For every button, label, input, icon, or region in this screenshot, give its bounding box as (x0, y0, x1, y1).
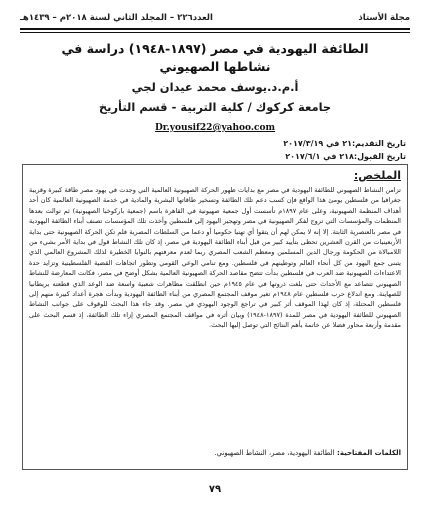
page-number: ٧٩ (208, 484, 222, 495)
running-header (20, 10, 410, 26)
header-rule (20, 28, 410, 33)
acceptance-date: تاريخ القبول:٢١٨ في ٢٠١٧/٦/١ (285, 152, 406, 161)
keywords-label: الكلمات المفتاحية: (337, 449, 401, 457)
abstract-heading: الملخص: (353, 169, 401, 182)
article-dates (176, 137, 406, 163)
article-title: الطائفة اليهودية في مصر (١٨٩٧-١٩٤٨) دراسة في نشاطها الصهيوني (61, 41, 369, 74)
issue-info: العدد٢٢٦ – المجلد الثاني لسنة ٢٠١٨م – ١٤٣٩هـ (20, 13, 213, 23)
abstract-body: تزامن النشاط الصهيوني للطائفة اليهودية في مصر مع بدايات ظهور الحركة الصهيونية العالمية التي وجدت في يهود مصر طاقة كبيرة وقريبة جغرافيا من فلسطين يومئ هذا الواقع فإن كسب دعم تلك الطائفة وتسخير طاقاتها البشرية والمادية في خدمة الصهيونية العالمية كان أحد أهداف المنظمة الصهيونية، وعلى عام ١٨٩٧م تأسست أول جمعية صهيونية في القاهرة باسم (جمعية باركوخبا الصهيونية) ثم توالت بعدها المنظمات والمؤسسات التي تروج لفكر الصهيونية في مصر وتهجير اليهود إلى فلسطين وأخذت تلك المؤسسات تصنف أبناء الطائفة اليهودية في مصر بالعنصرية الثابتة. إلا إنه لا يمكن لهم أن يتقوا أي تهنيا حكوميا أو دعما من السلطات المصرية فلم تكن الحركة الصهيونية حتى بداية الأربعينيات من القرن العشرين تحظى بتأييد كبير من قبل أبناء الطائفة اليهودية في مصر، إذ كان تلك النشاط قول في بداية الأمر بشيء من اللامبالاة من الحكومة ورجال الدين المسلمين ومعظم الشعب المصري ربما لعدم معرفتهم بالنوايا الخطيرة لذلك المشروع العالمي الذي يتبنى جمع اليهود من كل أنحاء العالم وتوطينهم في فلسطين. ومع تنامي الوعي القومي وتطور اتجاهات القضية الفلسطينية وتزايد حدة الاعتداءات الصهيونية ضد العرب في فلسطين بدأت تتضح مقاصد الحركة الصهيونية العالمية بشكل أوضح في مصر، فكانت المعارضة للنشاط الصهيوني تتصاعد مع الأحداث حتى بلغت ذروتها في عام ١٩٤٥م حين انطلقت مظاهرات شعبية واسعة ضد الوعد الذي قطعته بريطانيا للصهاينة. ومع اندلاع حرب فلسطين عام ١٩٤٨م تغير موقف المجتمع المصري من أبناء الطائفة اليهودية وبدأت هجرة أعداد كبيرة منهم إلى فلسطين المحتلة، إذ كان لهذا الموقف أثر كبير في تراجع الوجود اليهودي في مصر. وقد جاء هذا البحث للوقوف على جوانب النشاط الصهيوني للطائفة اليهودية في مصر للمدة (١٨٩٧-١٩٤٨) وبيان أثره في مواقف المجتمع المصري إزاء تلك الطائفة، إذ قسم البحث على مقدمة وأربعة محاور فضلا عن خاتمة بأهم النتائج التي توصل إليها البحث. (29, 186, 401, 330)
keywords (29, 449, 401, 457)
author-name: أ.م.د.يوسف محمد عيدان لجي (131, 80, 299, 94)
author-email[interactable]: Dr.yousif22@yahoo.com (154, 123, 276, 133)
journal-name: مجلة الأستاذ (358, 13, 410, 23)
abstract-box (22, 164, 408, 470)
keywords-values: الطائفة اليهودية، مصر، النشاط الصهيوني. (214, 449, 335, 457)
author-affiliation: جامعة كركوك / كلية التربية - قسم التأريخ (98, 100, 332, 114)
submission-date: تاريخ التقديم:٢١ في ٢٠١٧/٣/١٩ (283, 139, 406, 148)
